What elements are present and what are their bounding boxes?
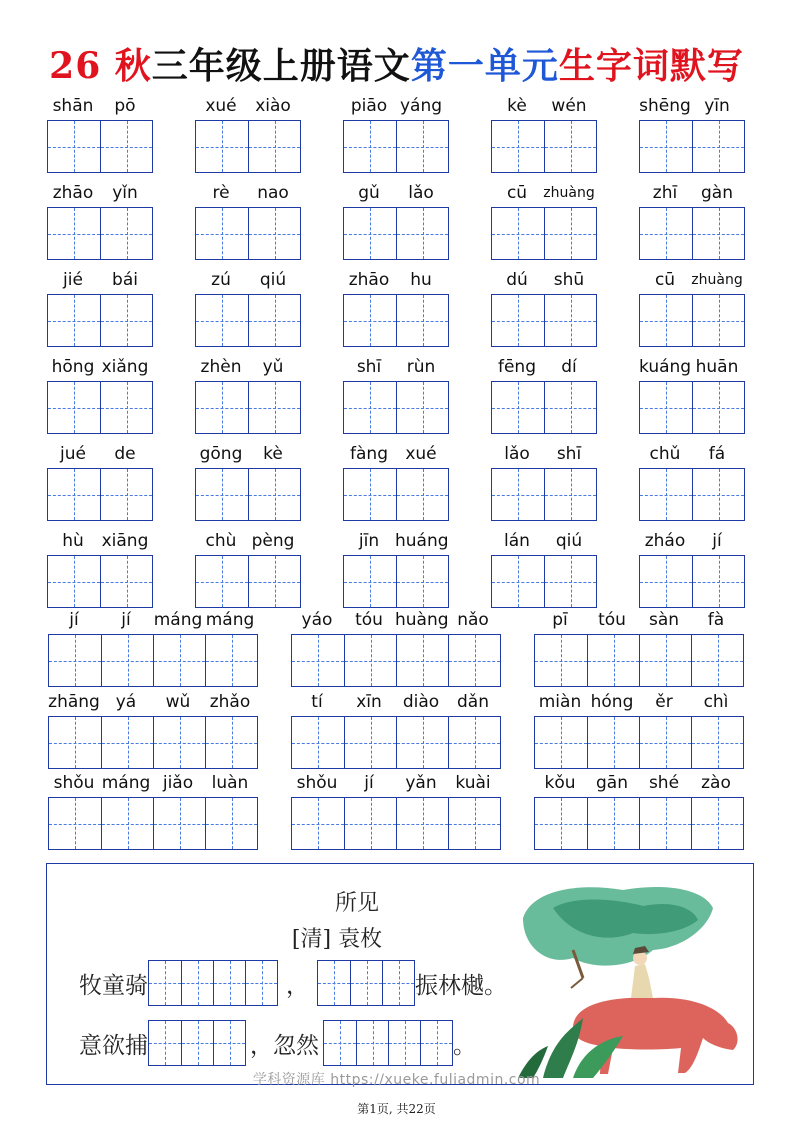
writing-box[interactable] bbox=[196, 382, 248, 433]
tianzige-boxes[interactable] bbox=[195, 207, 301, 260]
writing-box[interactable] bbox=[448, 717, 500, 768]
poem-line-1-end: 振林樾。 bbox=[415, 972, 507, 999]
writing-box[interactable] bbox=[396, 121, 448, 172]
tianzige-boxes[interactable] bbox=[48, 634, 258, 687]
tianzige-boxes[interactable] bbox=[491, 555, 597, 608]
pinyin-label: kuài bbox=[455, 773, 491, 793]
writing-box[interactable] bbox=[205, 798, 257, 849]
pinyin-label: yǐn bbox=[112, 183, 138, 203]
tianzige-boxes[interactable] bbox=[639, 468, 745, 521]
pinyin-label: gàn bbox=[701, 183, 733, 203]
writing-box[interactable] bbox=[396, 556, 448, 607]
pinyin-label: xiào bbox=[255, 96, 291, 116]
pinyin-label: xué bbox=[205, 96, 237, 116]
pinyin-label: shǒu bbox=[296, 773, 338, 793]
writing-box[interactable] bbox=[344, 382, 396, 433]
tianzige-boxes[interactable] bbox=[48, 797, 258, 850]
pinyin-label: bái bbox=[112, 270, 138, 290]
tianzige-boxes[interactable] bbox=[343, 555, 449, 608]
writing-box[interactable] bbox=[639, 635, 691, 686]
tianzige-boxes[interactable] bbox=[491, 120, 597, 173]
pinyin-label: zhèn bbox=[200, 357, 242, 377]
pinyin-label: shī bbox=[356, 357, 382, 377]
pinyin-label: zhāo bbox=[52, 183, 94, 203]
page-number: 第1页, 共22页 bbox=[357, 1102, 436, 1116]
writing-box[interactable] bbox=[100, 382, 152, 433]
writing-box[interactable] bbox=[639, 798, 691, 849]
pinyin-label: huàng bbox=[395, 610, 449, 630]
pinyin-label: fà bbox=[707, 610, 725, 630]
pinyin-label: jí bbox=[712, 531, 722, 551]
pinyin-label: fá bbox=[708, 444, 726, 464]
poem-line-1-start: 牧童骑 bbox=[79, 972, 148, 999]
writing-box[interactable] bbox=[587, 798, 639, 849]
pinyin-label: zhāng bbox=[48, 692, 100, 712]
pinyin-label: cū bbox=[654, 270, 676, 290]
writing-box[interactable] bbox=[101, 798, 153, 849]
title-part-4: 生字词默写 bbox=[558, 45, 744, 87]
writing-box[interactable] bbox=[544, 295, 596, 346]
writing-box[interactable] bbox=[100, 295, 152, 346]
tianzige-boxes[interactable] bbox=[195, 294, 301, 347]
writing-box[interactable] bbox=[344, 635, 396, 686]
writing-box[interactable] bbox=[396, 798, 448, 849]
writing-box[interactable] bbox=[248, 556, 300, 607]
writing-box[interactable] bbox=[492, 382, 544, 433]
writing-box[interactable] bbox=[396, 635, 448, 686]
tree-foliage bbox=[523, 887, 713, 988]
writing-box[interactable] bbox=[492, 208, 544, 259]
pinyin-label: de bbox=[114, 444, 136, 464]
poem-title: 所见 bbox=[334, 891, 379, 916]
poem-line-2-start: 意欲捕 bbox=[79, 1032, 148, 1059]
pinyin-label: yǔ bbox=[262, 357, 284, 377]
pinyin-label: sàn bbox=[648, 610, 680, 630]
pinyin-label: qiú bbox=[259, 270, 287, 290]
pinyin-label: zhuàng bbox=[691, 272, 743, 288]
pinyin-label: hóng bbox=[590, 692, 634, 712]
pinyin-label: dú bbox=[506, 270, 528, 290]
writing-box[interactable] bbox=[48, 121, 100, 172]
title-part-3: 第一单元 bbox=[410, 45, 559, 87]
pinyin-label: zhī bbox=[652, 183, 678, 203]
pinyin-label: máng bbox=[153, 610, 203, 630]
tianzige-boxes[interactable] bbox=[291, 634, 501, 687]
pinyin-label: jué bbox=[60, 444, 86, 464]
tianzige-boxes[interactable] bbox=[343, 207, 449, 260]
tianzige-boxes[interactable] bbox=[639, 294, 745, 347]
pinyin-label: kè bbox=[263, 444, 283, 464]
writing-box[interactable] bbox=[49, 635, 101, 686]
writing-box[interactable] bbox=[344, 469, 396, 520]
pinyin-label: pō bbox=[114, 96, 136, 116]
writing-box[interactable] bbox=[448, 798, 500, 849]
writing-box[interactable] bbox=[640, 382, 692, 433]
pinyin-label: yǎn bbox=[405, 773, 437, 793]
pinyin-label: shēng bbox=[639, 96, 691, 116]
writing-box[interactable] bbox=[691, 635, 743, 686]
tianzige-boxes[interactable] bbox=[47, 120, 153, 173]
writing-box[interactable] bbox=[48, 469, 100, 520]
writing-box[interactable] bbox=[153, 635, 205, 686]
writing-box[interactable] bbox=[153, 717, 205, 768]
pinyin-label: xiāng bbox=[101, 531, 149, 551]
pinyin-label: lǎo bbox=[408, 183, 434, 203]
tianzige-boxes[interactable] bbox=[639, 555, 745, 608]
pinyin-label: gān bbox=[596, 773, 628, 793]
writing-box[interactable] bbox=[248, 208, 300, 259]
writing-box[interactable] bbox=[396, 208, 448, 259]
pinyin-label: shī bbox=[556, 444, 582, 464]
pinyin-label: wǔ bbox=[165, 692, 191, 712]
pinyin-label: huān bbox=[695, 357, 739, 377]
writing-box[interactable] bbox=[544, 208, 596, 259]
pinyin-label: shū bbox=[553, 270, 585, 290]
tianzige-boxes[interactable] bbox=[291, 716, 501, 769]
pinyin-label: cū bbox=[506, 183, 528, 203]
pinyin-label: jié bbox=[63, 270, 83, 290]
writing-box[interactable] bbox=[248, 295, 300, 346]
pinyin-label: yīn bbox=[704, 96, 730, 116]
writing-box[interactable] bbox=[535, 717, 587, 768]
writing-box[interactable] bbox=[544, 121, 596, 172]
writing-box[interactable] bbox=[640, 295, 692, 346]
tianzige-boxes[interactable] bbox=[47, 555, 153, 608]
tianzige-boxes[interactable] bbox=[47, 468, 153, 521]
pinyin-label: máng bbox=[205, 610, 255, 630]
writing-box[interactable] bbox=[344, 717, 396, 768]
pinyin-label: pèng bbox=[251, 531, 295, 551]
pinyin-label: zhǎo bbox=[209, 692, 251, 712]
tianzige-boxes[interactable] bbox=[47, 381, 153, 434]
pinyin-label: zhāo bbox=[348, 270, 390, 290]
writing-box[interactable] bbox=[640, 121, 692, 172]
writing-box[interactable] bbox=[692, 208, 744, 259]
tianzige-boxes[interactable] bbox=[639, 381, 745, 434]
writing-box[interactable] bbox=[492, 121, 544, 172]
pinyin-label: zháo bbox=[644, 531, 686, 551]
writing-box[interactable] bbox=[49, 798, 101, 849]
writing-box[interactable] bbox=[100, 121, 152, 172]
tianzige-boxes[interactable] bbox=[491, 381, 597, 434]
pinyin-label: rùn bbox=[406, 357, 436, 377]
title-part-1: 26 秋 bbox=[49, 45, 152, 87]
writing-box[interactable] bbox=[344, 121, 396, 172]
tianzige-boxes[interactable] bbox=[534, 716, 744, 769]
tianzige-boxes[interactable] bbox=[195, 381, 301, 434]
writing-box[interactable] bbox=[692, 295, 744, 346]
writing-box[interactable] bbox=[101, 717, 153, 768]
poem-author: [清] 袁枚 bbox=[291, 927, 383, 952]
watermark: 学科资源库 https://xueke.fuliadmin.com bbox=[252, 1072, 541, 1088]
writing-box[interactable] bbox=[292, 717, 344, 768]
poem-blank-1[interactable] bbox=[148, 960, 278, 1006]
writing-box[interactable] bbox=[196, 121, 248, 172]
pinyin-label: dǎn bbox=[457, 692, 489, 712]
writing-box[interactable] bbox=[544, 469, 596, 520]
tianzige-boxes[interactable] bbox=[195, 468, 301, 521]
pinyin-label: lǎo bbox=[504, 444, 530, 464]
boy-riding-ox-illustration bbox=[513, 878, 749, 1078]
pinyin-label: luàn bbox=[211, 773, 249, 793]
pinyin-label: xué bbox=[405, 444, 437, 464]
writing-box[interactable] bbox=[344, 295, 396, 346]
writing-box[interactable] bbox=[492, 295, 544, 346]
writing-box[interactable] bbox=[640, 469, 692, 520]
pinyin-label: xīn bbox=[356, 692, 382, 712]
pinyin-label: zú bbox=[211, 270, 231, 290]
writing-box[interactable] bbox=[292, 635, 344, 686]
writing-box[interactable] bbox=[344, 556, 396, 607]
poem-line-2-end: 。 bbox=[453, 1032, 476, 1059]
poem-blank-4[interactable] bbox=[323, 1020, 453, 1066]
poem-blank-3[interactable] bbox=[148, 1020, 246, 1066]
writing-box[interactable] bbox=[587, 717, 639, 768]
writing-box[interactable] bbox=[640, 208, 692, 259]
writing-box[interactable] bbox=[344, 798, 396, 849]
pinyin-label: chì bbox=[703, 692, 729, 712]
writing-box[interactable] bbox=[49, 717, 101, 768]
tianzige-boxes[interactable] bbox=[47, 294, 153, 347]
pinyin-label: jīn bbox=[358, 531, 380, 551]
pinyin-label: fēng bbox=[497, 357, 536, 377]
pinyin-label: shǒu bbox=[53, 773, 95, 793]
tianzige-boxes[interactable] bbox=[47, 207, 153, 260]
writing-box[interactable] bbox=[101, 635, 153, 686]
pinyin-label: jí bbox=[69, 610, 79, 630]
writing-box[interactable] bbox=[153, 798, 205, 849]
pinyin-label: chù bbox=[205, 531, 237, 551]
pinyin-label: gǔ bbox=[358, 183, 380, 203]
writing-box[interactable] bbox=[100, 469, 152, 520]
pinyin-label: máng bbox=[101, 773, 151, 793]
writing-box[interactable] bbox=[692, 469, 744, 520]
pinyin-label: fàng bbox=[350, 444, 388, 464]
pinyin-label: nao bbox=[257, 183, 289, 203]
writing-box[interactable] bbox=[587, 635, 639, 686]
title-part-2: 三年级上册语文 bbox=[151, 45, 411, 87]
pinyin-label: pī bbox=[552, 610, 568, 630]
pinyin-label: yáo bbox=[301, 610, 333, 630]
writing-box[interactable] bbox=[396, 382, 448, 433]
pinyin-label: kè bbox=[507, 96, 527, 116]
pinyin-label: tóu bbox=[355, 610, 383, 630]
pinyin-label: kuáng bbox=[639, 357, 692, 377]
pinyin-label: gōng bbox=[199, 444, 243, 464]
tianzige-boxes[interactable] bbox=[491, 294, 597, 347]
poem-line-2-mid: ，忽然 bbox=[250, 1032, 319, 1059]
writing-box[interactable] bbox=[292, 798, 344, 849]
tianzige-boxes[interactable] bbox=[343, 381, 449, 434]
pinyin-label: jí bbox=[121, 610, 131, 630]
pinyin-label: hōng bbox=[51, 357, 95, 377]
writing-box[interactable] bbox=[640, 556, 692, 607]
tianzige-boxes[interactable] bbox=[343, 468, 449, 521]
pinyin-label: miàn bbox=[538, 692, 582, 712]
writing-box[interactable] bbox=[48, 382, 100, 433]
tianzige-boxes[interactable] bbox=[48, 716, 258, 769]
pinyin-label: diào bbox=[402, 692, 440, 712]
poem-panel bbox=[46, 863, 754, 1085]
writing-box[interactable] bbox=[396, 469, 448, 520]
pinyin-label: jí bbox=[364, 773, 374, 793]
tianzige-boxes[interactable] bbox=[639, 120, 745, 173]
pinyin-label: piāo bbox=[350, 96, 388, 116]
writing-box[interactable] bbox=[196, 556, 248, 607]
pinyin-label: shān bbox=[52, 96, 94, 116]
pinyin-label: tóu bbox=[598, 610, 626, 630]
tianzige-boxes[interactable] bbox=[343, 294, 449, 347]
writing-box[interactable] bbox=[639, 717, 691, 768]
writing-box[interactable] bbox=[100, 556, 152, 607]
pinyin-label: dí bbox=[561, 357, 577, 377]
writing-box[interactable] bbox=[205, 717, 257, 768]
pinyin-label: zhuàng bbox=[543, 185, 595, 201]
pinyin-label: yá bbox=[115, 692, 137, 712]
pinyin-label: hù bbox=[62, 531, 84, 551]
pinyin-label: lán bbox=[504, 531, 530, 551]
writing-box[interactable] bbox=[535, 798, 587, 849]
tianzige-boxes[interactable] bbox=[291, 797, 501, 850]
pinyin-label: xiǎng bbox=[101, 357, 149, 377]
writing-box[interactable] bbox=[48, 556, 100, 607]
pinyin-label: nǎo bbox=[457, 610, 489, 630]
writing-box[interactable] bbox=[196, 208, 248, 259]
pinyin-label: zào bbox=[701, 773, 731, 793]
tianzige-boxes[interactable] bbox=[491, 468, 597, 521]
writing-box[interactable] bbox=[248, 121, 300, 172]
writing-box[interactable] bbox=[692, 121, 744, 172]
writing-box[interactable] bbox=[248, 382, 300, 433]
tianzige-boxes[interactable] bbox=[343, 120, 449, 173]
poem-blank-2[interactable] bbox=[317, 960, 415, 1006]
pinyin-label: kǒu bbox=[544, 773, 576, 793]
writing-box[interactable] bbox=[100, 208, 152, 259]
writing-box[interactable] bbox=[492, 469, 544, 520]
writing-box[interactable] bbox=[448, 635, 500, 686]
writing-box[interactable] bbox=[692, 382, 744, 433]
writing-box[interactable] bbox=[396, 295, 448, 346]
tianzige-boxes[interactable] bbox=[534, 634, 744, 687]
tianzige-boxes[interactable] bbox=[195, 555, 301, 608]
pinyin-label: huáng bbox=[395, 531, 449, 551]
poem-line-1 bbox=[79, 960, 507, 1006]
pinyin-label: tí bbox=[311, 692, 323, 712]
pinyin-label: yáng bbox=[399, 96, 443, 116]
pinyin-label: wén bbox=[551, 96, 587, 116]
writing-box[interactable] bbox=[248, 469, 300, 520]
pinyin-label: jiǎo bbox=[162, 773, 194, 793]
writing-box[interactable] bbox=[48, 295, 100, 346]
tianzige-boxes[interactable] bbox=[491, 207, 597, 260]
poem-line-1-mid: ， bbox=[286, 972, 309, 999]
pinyin-label: qiú bbox=[555, 531, 583, 551]
writing-box[interactable] bbox=[396, 717, 448, 768]
writing-box[interactable] bbox=[692, 556, 744, 607]
writing-box[interactable] bbox=[691, 798, 743, 849]
writing-box[interactable] bbox=[196, 469, 248, 520]
writing-box[interactable] bbox=[544, 556, 596, 607]
writing-box[interactable] bbox=[535, 635, 587, 686]
pinyin-label: rè bbox=[212, 183, 230, 203]
pinyin-label: chǔ bbox=[649, 444, 681, 464]
pinyin-label: shé bbox=[648, 773, 680, 793]
tianzige-boxes[interactable] bbox=[639, 207, 745, 260]
writing-box[interactable] bbox=[196, 295, 248, 346]
pinyin-label: hu bbox=[410, 270, 432, 290]
pinyin-label: ěr bbox=[655, 692, 673, 712]
writing-box[interactable] bbox=[492, 556, 544, 607]
tianzige-boxes[interactable] bbox=[195, 120, 301, 173]
writing-box[interactable] bbox=[691, 717, 743, 768]
writing-box[interactable] bbox=[544, 382, 596, 433]
tianzige-boxes[interactable] bbox=[534, 797, 744, 850]
writing-box[interactable] bbox=[344, 208, 396, 259]
poem-line-2 bbox=[79, 1020, 476, 1066]
writing-box[interactable] bbox=[48, 208, 100, 259]
writing-box[interactable] bbox=[205, 635, 257, 686]
